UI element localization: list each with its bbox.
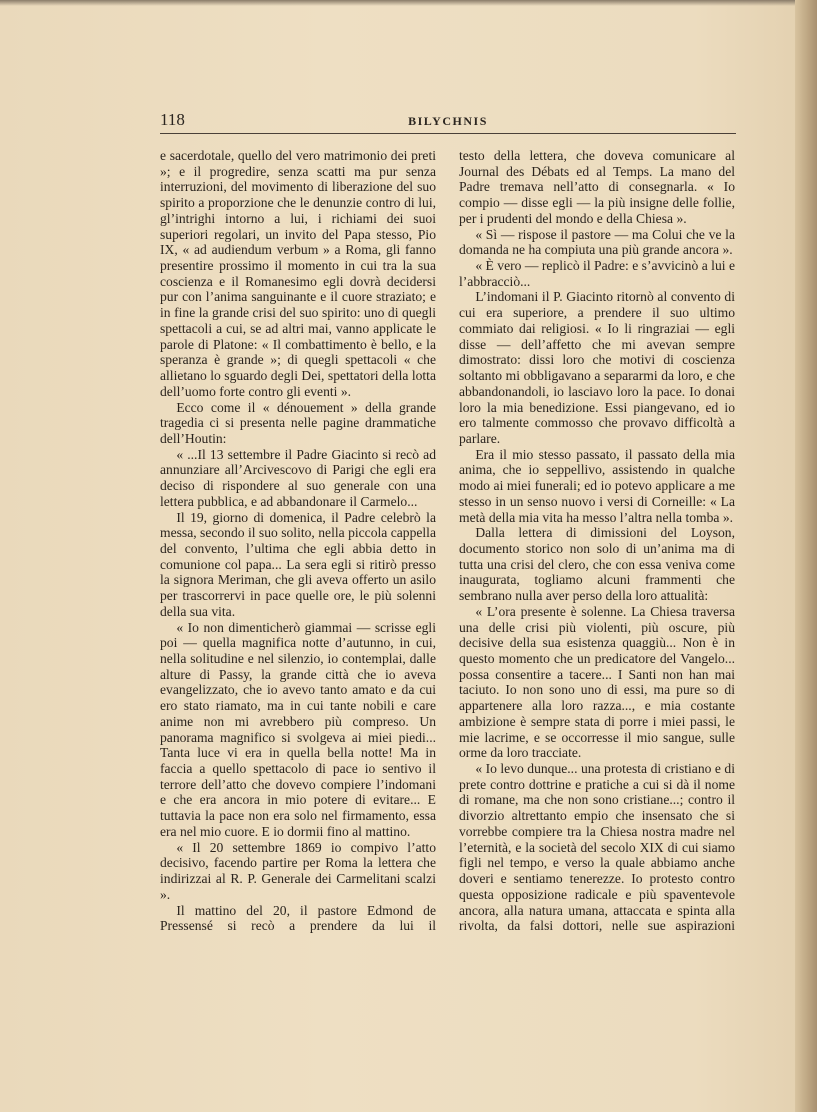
paragraph: Dalla lettera di dimissioni del Loyson, documento storico non solo di un’anima ma di tutta una crisi del clero, che con essa veniva come inaugurata, togliamo alcuni frammenti che sembrano nulla aver perso della loro attualità: bbox=[459, 525, 735, 604]
header-rule bbox=[160, 133, 736, 134]
paragraph: e sacerdotale, quello del vero matrimonio dei preti »; e il progredire, senza scatti ma pur senza interruzioni, del movimento di liberazione del suo spirito a proporzione che le denunzie contro di lui, gl’intrighi intorno a lui, i richiami dei suoi superiori regolari, un invito del Papa stesso, Pio IX, « ad audiendum verbum » a Roma, gli fanno presentire prossimo il momento in cui tra la sua coscienza e il Romanesimo egli dovrà decidersi pur con l’anima sanguinante e il cuore straziato; e in fine la grande crisi del suo spirito: uno di quegli spettacoli a cui, se ad altri mai, vanno applicate le parole di Platone: « Il combattimento è bello, e la speranza è grande »; di quegli spettacoli « che allietano lo sguardo degli Dei, spettatori della lotta dell’uomo forte contro gli eventi ». bbox=[160, 148, 436, 399]
paragraph: « Sì — rispose il pastore — ma Colui che ve la domanda ne ha compiuta una più grande ancora ». bbox=[459, 226, 735, 258]
paragraph: « È vero — replicò il Padre: e s’avvicinò a lui e l’abbracciò... bbox=[459, 258, 735, 289]
right-column bbox=[459, 148, 735, 934]
left-column bbox=[160, 148, 436, 934]
paragraph: « Il 20 settembre 1869 io compivo l’atto decisivo, facendo partire per Roma la lettera che indirizzai al R. P. Generale dei Carmelitani scalzi ». bbox=[160, 839, 436, 902]
paragraph: « L’ora presente è solenne. La Chiesa traversa una delle crisi più violenti, più oscure, più decisive della sua esistenza quaggiù... Non è in questo momento che un predicatore del Vangelo... possa consentire a tacere... I Santi non han mai taciuto. Io non sono uno di essi, ma pure so di appartenere alla loro razza..., e mia costante ambizione è sempre stata di porre i miei passi, le mie lacrime, e se occorresse il mio sangue, sulle orme da loro tracciate. bbox=[459, 603, 735, 761]
paragraph: « Io levo dunque... una protesta di cristiano e di prete contro dottrine e pratiche a cui si dà il nome di romane, ma che non sono cristiane...; contro il divorzio altrettanto empio che insensato che si vorrebbe compiere tra la Chiesa nostra madre nel l’eternità, e la società del secolo XIX di cui siamo figli nel tempo, e verso la quale abbiamo anche doveri e sentiamo tenerezze. Io protesto contro questa opposizione radicale e più spaventevole ancora, alla natura umana, attaccata e spinta alla rivolta, da falsi dottori, nelle sue aspirazioni bbox=[459, 761, 735, 934]
running-title: BILYCHNIS bbox=[408, 114, 488, 128]
page-header bbox=[160, 108, 736, 132]
page-right-edge bbox=[795, 0, 817, 1112]
page-number: 118 bbox=[160, 110, 185, 129]
paragraph: Ecco come il « dénouement » della grande tragedia ci si presenta nelle pagine drammatiche dell’Houtin: bbox=[160, 399, 436, 446]
paragraph: Era il mio stesso passato, il passato della mia anima, che io seppellivo, assistendo in qualche modo ai miei funerali; ed io potevo applicare a me stesso in un senso nuovo i versi di Corneille: « La metà della mia vita ha messo l’altra nella tomba ». bbox=[459, 446, 735, 525]
paragraph: « Io non dimenticherò giammai — scrisse egli poi — quella magnifica notte d’autunno, in cui, nella solitudine e nel silenzio, io contemplai, dalle alture di Passy, la grande città che io aveva evangelizzato, che io avevo tanto amato e da cui ero stato riamato, ma in cui tante nobili e care anime non mi avrebbero più compreso. Un panorama magnifico si svolgeva ai miei piedi... Tanta luce vi era in quella bella notte! Ma in faccia a quello spettacolo di pace io sentivo il terrore dell’atto che dovevo compiere l’indomani e che era ancora in mio potere di evitare... E tuttavia la pace non era solo nel firmamento, essa era nel mio cuore. E io dormii fino al mattino. bbox=[160, 619, 436, 839]
page-top-edge bbox=[0, 0, 817, 6]
paragraph: Il mattino del 20, il pastore Edmond de Pressensé si recò a prendere da lui il bbox=[160, 902, 436, 934]
paragraph: L’indomani il P. Giacinto ritornò al convento di cui era superiore, a prendere il suo ultimo commiato dai religiosi. « Io li ringraziai — egli disse — dell’affetto che mi avevan sempre dimostrato: dissi loro che motivi di coscienza soltanto mi obbligavano a separarmi da loro, e che abbandonandoli, io lasciavo loro la pace. Io donai loro la mia benedizione. Essi piangevano, ed io ero talmente commosso che provavo difficoltà a parlare. bbox=[459, 289, 735, 446]
paragraph: testo della lettera, che doveva comunicare al Journal des Débats ed al Temps. La mano del Padre tremava nell’atto di consegnarla. « Io compio — disse egli — la più insigne delle follie, per i prudenti del mondo e della Chiesa ». bbox=[459, 148, 735, 226]
paragraph: Il 19, giorno di domenica, il Padre celebrò la messa, secondo il suo solito, nella piccola cappella del convento, l’ultima che egli abbia detto in comunione col papa... La sera egli si ritirò presso la signora Meriman, che gli aveva offerto un asilo per trascorrervi in pace quelle ore, le più solenni della sua vita. bbox=[160, 509, 436, 619]
paragraph: « ...Il 13 settembre il Padre Giacinto si recò ad annunziare all’Arcivescovo di Parigi che egli era deciso di rispondere al suo generale con una lettera pubblica, e ad abbandonare il Carmelo... bbox=[160, 446, 436, 509]
